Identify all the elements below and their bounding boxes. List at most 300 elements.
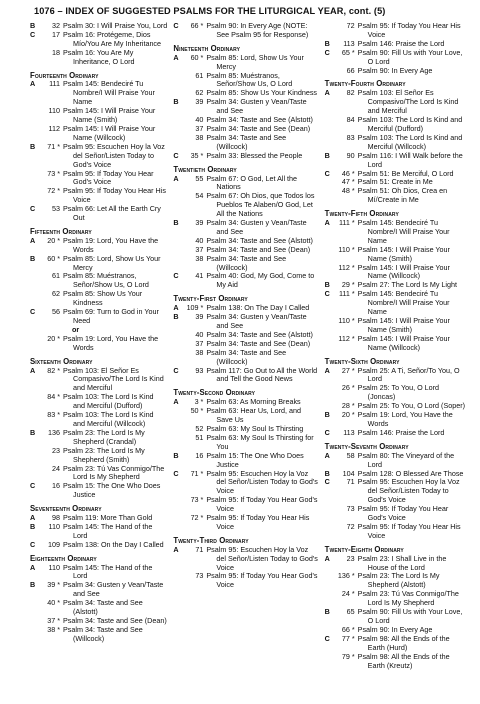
year-letter [30, 626, 38, 644]
psalm-entry [325, 89, 466, 116]
psalm-title: Psalm 27: The Lord Is My Light [357, 280, 458, 290]
hymn-number: 112 * [338, 262, 355, 272]
year-letter: C [324, 168, 330, 178]
year-letter: C [173, 21, 179, 30]
year-letter [173, 237, 181, 246]
psalm-entry [173, 313, 318, 331]
psalm-title: Psalm 145: I Will Praise Your Name (Smith) [357, 244, 450, 263]
hymn-number: 61 [195, 70, 204, 80]
psalm-entry [325, 264, 466, 282]
hymn-number: 26 * [341, 383, 355, 393]
year-letter [325, 653, 333, 671]
hymn-number: 83 * [47, 410, 60, 420]
hymn-number: 54 [195, 191, 204, 201]
hymn-number: 32 [52, 21, 60, 30]
hymn-number: 39 [195, 218, 204, 228]
year-letter: C [30, 481, 36, 491]
psalm-entry [173, 219, 318, 237]
hymn-number: 84 [346, 115, 355, 125]
year-letter [30, 617, 38, 626]
hymn-number: 37 [195, 123, 204, 133]
hymn-number: 37 [195, 244, 204, 254]
year-letter [173, 496, 181, 514]
year-letter: A [173, 303, 179, 313]
psalm-entry [30, 290, 167, 308]
psalm-entry [325, 523, 466, 541]
hymn-number: 65 [346, 607, 355, 617]
psalm-title: Psalm 95: Escuchen Hoy la Voz del Señor/Listen Today to God's Voice [206, 544, 318, 572]
psalm-entry [30, 255, 167, 273]
psalm-title: Psalm 34: Taste and See (Dean) [63, 616, 167, 625]
hymn-number: 82 * [47, 365, 60, 375]
psalm-title: Psalm 23: I Shall Live in the House of the Lord [357, 553, 447, 572]
psalm-title: Psalm 63: My Soul Is Thirsting for You [206, 432, 314, 451]
year-letter [325, 246, 333, 264]
year-letter [325, 335, 333, 353]
psalm-title: Psalm 23: The Lord Is My Shepherd (Alstott) [357, 571, 440, 590]
psalm-entry [30, 626, 167, 644]
psalm-title: Psalm 95: If Today You Hear God's Voice [357, 504, 449, 523]
year-letter [30, 393, 38, 411]
hymn-number: 51 [195, 432, 204, 442]
year-letter [173, 349, 181, 367]
hymn-number: 111 * [338, 289, 355, 299]
section-heading: Twenty-Second Ordinary [173, 388, 256, 398]
psalm-entry [325, 49, 466, 67]
psalm-title: Psalm 85: Lord, Show Us Your Mercy [63, 253, 161, 272]
hymn-number: 112 * [338, 333, 355, 343]
year-letter: C [324, 477, 330, 487]
psalm-title: Psalm 34: Gusten y Vean/Taste and See [63, 580, 164, 599]
hymn-number: 71 [195, 544, 204, 554]
psalm-title: Psalm 34: Taste and See (Dean) [206, 244, 311, 254]
psalm-entry [30, 272, 167, 290]
psalm-entry [30, 581, 167, 599]
year-letter [173, 331, 181, 340]
year-letter [325, 116, 333, 134]
section-heading: Twenty-Third Ordinary [173, 535, 249, 545]
psalm-title: Psalm 40: God, My God, Come to My Aid [206, 271, 315, 290]
hymn-number: 38 [195, 132, 204, 142]
psalm-entry [30, 170, 167, 188]
hymn-number: 58 [346, 450, 355, 460]
hymn-number: 55 [195, 173, 204, 183]
section-heading: Nineteenth Ordinary [173, 43, 241, 53]
section-heading: Fifteenth Ordinary [30, 226, 92, 236]
psalm-title: Psalm 95: If Today You Hear His Voice [206, 513, 310, 531]
psalm-title: Psalm 95: If Today You Hear God's Voice [206, 495, 318, 514]
hymn-number: 23 [346, 553, 355, 563]
hymn-number: 65 * [341, 47, 355, 57]
psalm-entry [30, 429, 167, 447]
psalm-title: Psalm 103: The Lord Is Kind and Merciful (Willcock) [357, 132, 463, 151]
year-letter: A [173, 397, 179, 407]
year-letter: A [30, 562, 36, 572]
psalm-title: Psalm 15: The One Who Does Justice [206, 450, 304, 469]
hymn-number: 73 [195, 571, 204, 581]
year-letter [30, 290, 38, 308]
year-letter [30, 125, 38, 143]
year-letter: A [324, 553, 330, 563]
year-letter [325, 187, 333, 205]
psalm-title: Psalm 103: El Señor Es Compasivo/The Lord Is Kind and Merciful [63, 365, 164, 393]
psalm-title: Psalm 30: I Will Praise You, Lord [63, 21, 168, 30]
hymn-number: 38 * [47, 624, 60, 634]
hymn-number: 27 * [341, 365, 355, 375]
hymn-number: 38 [195, 253, 204, 263]
psalm-entry [173, 452, 318, 470]
psalm-entry [30, 205, 167, 223]
psalm-title: Psalm 98: All the Ends of the Earth (Kreutz) [357, 651, 450, 670]
year-letter [173, 192, 181, 219]
or-separator: or [72, 324, 80, 334]
psalm-title: Psalm 19: Lord, You Have the Words [63, 333, 159, 352]
psalm-title: Psalm 19: Lord, You Have the Words [357, 410, 453, 428]
year-letter [30, 447, 38, 465]
year-letter: B [173, 312, 179, 322]
psalm-title: Psalm 23: The Lord Is My Shepherd (Crandal) [63, 427, 145, 446]
year-letter [173, 434, 181, 452]
psalm-title: Psalm 95: If Today You Hear His Voice [357, 521, 461, 540]
psalm-title: Psalm 34: Gusten y Vean/Taste and See [206, 97, 307, 116]
index-columns [30, 22, 466, 670]
column-1 [30, 22, 167, 670]
psalm-entry [173, 546, 318, 573]
psalm-entry [30, 482, 167, 500]
psalm-title: Psalm 95: If Today You Hear God's Voice [63, 168, 154, 187]
psalm-title: Psalm 145: I Will Praise Your Name (Willcock) [63, 123, 156, 142]
section-heading: Twenty-Eighth Ordinary [324, 544, 404, 554]
hymn-number: 110 [48, 106, 60, 116]
psalm-entry [30, 49, 167, 67]
hymn-number: 35 * [190, 150, 204, 160]
hymn-number: 98 [52, 513, 60, 523]
psalm-title: Psalm 23: Tú Vas Conmigo/The Lord Is My Shepherd [357, 589, 459, 608]
psalm-entry [173, 349, 318, 367]
psalm-title: Psalm 85: Show Us Your Kindness [206, 88, 318, 98]
hymn-number: 24 [52, 463, 60, 473]
psalm-title: Psalm 23: The Lord Is My Shepherd (Smith) [63, 445, 145, 464]
hymn-number: 39 [195, 312, 204, 322]
page-header: 1076 – INDEX OF SUGGESTED PSALMS FOR THE LITURGICAL YEAR, cont. (5) [34, 6, 386, 16]
year-letter: B [30, 141, 36, 151]
year-letter [173, 407, 181, 425]
section-heading: Twenty-Fifth Ordinary [324, 209, 399, 219]
year-letter: B [173, 450, 179, 460]
psalm-entry [325, 317, 466, 335]
year-letter [325, 384, 333, 402]
hymn-number: 40 * [47, 598, 60, 608]
psalm-title: Psalm 34: Taste and See (Dean) [206, 123, 311, 133]
psalm-entry [325, 452, 466, 470]
psalm-title: Psalm 34: Gusten y Vean/Taste and See [206, 218, 307, 236]
hymn-number: 71 * [47, 141, 60, 151]
hymn-number: 37 [195, 338, 204, 348]
hymn-number: 40 [195, 235, 204, 245]
psalm-title: Psalm 34: Taste and See (Willcock) [206, 132, 287, 151]
psalm-title: Psalm 85: Muéstranos, Señor/Show Us, O Lord [206, 70, 293, 89]
psalm-title: Psalm 103: The Lord Is Kind and Merciful (Dufford) [63, 392, 154, 411]
psalm-entry [30, 335, 167, 353]
year-letter: C [324, 633, 330, 643]
psalm-entry [325, 367, 466, 385]
psalm-title: Psalm 34: Taste and See (Alstott) [206, 115, 313, 125]
year-letter [30, 335, 38, 353]
hymn-number: 20 * [47, 333, 60, 343]
psalm-entry [173, 514, 318, 532]
hymn-number: 73 * [190, 495, 204, 505]
year-letter: B [30, 253, 36, 263]
psalm-entry [173, 572, 318, 590]
hymn-number: 20 * [47, 235, 60, 245]
year-letter [30, 49, 38, 67]
hymn-number: 110 * [338, 244, 355, 254]
psalm-title: Psalm 51: Be Merciful, O Lord [357, 168, 454, 178]
section-heading: Twentieth Ordinary [173, 164, 237, 174]
year-letter: B [30, 580, 36, 590]
hymn-number: 50 * [190, 406, 204, 416]
year-letter: B [30, 21, 36, 30]
section-heading: Sixteenth Ordinary [30, 356, 93, 366]
year-letter: B [30, 427, 36, 437]
psalm-title: Psalm 16: You Are My Inheritance, O Lord [63, 47, 135, 66]
hymn-number: 40 [195, 115, 204, 125]
psalm-title: Psalm 63: Hear Us, Lord, and Save Us [206, 406, 302, 425]
year-letter: A [324, 365, 330, 375]
year-letter [30, 411, 38, 429]
year-letter: A [173, 173, 179, 183]
hymn-number: 18 [52, 47, 60, 57]
year-letter [173, 340, 181, 349]
year-letter: C [30, 539, 36, 549]
hymn-number: 72 * [190, 513, 204, 523]
year-letter [30, 187, 38, 205]
year-letter: C [30, 307, 36, 317]
psalm-entry [30, 393, 167, 411]
year-letter: A [324, 88, 330, 98]
year-letter [173, 572, 181, 590]
year-letter: C [173, 365, 179, 375]
year-letter: B [173, 218, 179, 228]
hymn-number: 77 * [341, 633, 355, 643]
hymn-number: 110 [48, 562, 60, 572]
year-letter: C [30, 29, 36, 39]
year-letter [173, 425, 181, 434]
year-letter: C [324, 427, 330, 437]
year-letter: B [324, 607, 330, 617]
hymn-number: 109 [48, 539, 60, 549]
hymn-number: 110 * [338, 316, 355, 325]
psalm-entry [325, 116, 466, 134]
hymn-number: 24 * [341, 589, 355, 599]
year-letter [325, 317, 333, 335]
psalm-title: Psalm 103: The Lord Is Kind and Merciful (Willcock) [63, 410, 154, 428]
hymn-number: 113 [343, 38, 355, 48]
psalm-title: Psalm 67: Oh Dios, que Todos los Pueblos Te Alaben/O God, Let All the Nations [206, 191, 315, 219]
psalm-title: Psalm 103: El Señor Es Compasivo/The Lord Is Kind and Merciful [357, 88, 459, 116]
section-heading: Seventeenth Ordinary [30, 504, 102, 514]
year-letter [325, 178, 333, 187]
hymn-number: 73 [346, 504, 355, 514]
psalm-title: Psalm 138: On The Day I Called [206, 303, 310, 313]
hymn-number: 38 [195, 347, 204, 357]
psalm-entry [325, 187, 466, 205]
year-letter [325, 590, 333, 608]
psalm-title: Psalm 16: Protégeme, Dios Mío/You Are My Inheritance [63, 29, 162, 48]
psalm-entry [173, 152, 318, 161]
psalm-entry [30, 187, 167, 205]
psalm-title: Psalm 90: Fill Us with Your Love, O Lord [357, 47, 463, 66]
hymn-number: 39 [195, 97, 204, 107]
year-letter: A [173, 544, 179, 554]
psalm-entry [173, 134, 318, 152]
psalm-entry [30, 237, 167, 255]
hymn-number: 48 * [341, 186, 355, 196]
hymn-number: 111 * [338, 218, 355, 228]
psalm-title: Psalm 90: Fill Us with Your Love, O Lord [357, 607, 463, 625]
psalm-entry [30, 599, 167, 617]
psalm-entry [173, 367, 318, 385]
year-letter [173, 246, 181, 255]
psalm-title: Psalm 15: The One Who Does Justice [63, 481, 161, 500]
psalm-title: Psalm 34: Taste and See (Willcock) [206, 253, 287, 272]
psalm-title: Psalm 95: Escuchen Hoy la Voz del Señor/Listen Today to God's Voice [357, 477, 460, 505]
hymn-number: 61 [52, 271, 60, 281]
year-letter [30, 272, 38, 290]
hymn-number: 53 [52, 204, 60, 214]
year-letter: A [324, 218, 330, 228]
psalm-title: Psalm 119: More Than Gold [63, 513, 153, 523]
psalm-title: Psalm 90: In Every Age (NOTE: See Psalm 95 for Response) [206, 21, 309, 39]
year-letter: C [173, 150, 179, 160]
psalm-entry [325, 505, 466, 523]
psalm-title: Psalm 34: Taste and See (Willcock) [63, 624, 143, 643]
psalm-entry [30, 125, 167, 143]
psalm-title: Psalm 19: Lord, You Have the Words [63, 235, 159, 254]
hymn-number: 110 [48, 521, 60, 531]
psalm-entry [325, 152, 466, 170]
year-letter [325, 134, 333, 152]
hymn-number: 136 [48, 427, 60, 437]
hymn-number: 111 [49, 79, 60, 89]
year-letter [173, 116, 181, 125]
hymn-number: 20 * [341, 410, 355, 420]
psalm-entry [30, 447, 167, 465]
psalm-entry [173, 192, 318, 219]
psalm-title: Psalm 85: Muéstranos, Señor/Show Us, O Lord [63, 271, 149, 290]
psalm-entry [325, 608, 466, 626]
psalm-title: Psalm 67: O God, Let All the Nations [206, 173, 298, 192]
hymn-number: 71 * [190, 468, 204, 478]
psalm-title: Psalm 33: Blessed the People [206, 150, 303, 160]
psalm-title: Psalm 51: Create in Me [357, 177, 433, 187]
year-letter: B [324, 150, 330, 160]
psalm-entry [30, 465, 167, 483]
psalm-title: Psalm 95: If Today You Hear God's Voice [206, 571, 318, 590]
year-letter [173, 134, 181, 152]
psalm-title: Psalm 66: Let All the Earth Cry Out [63, 204, 161, 223]
psalm-title: Psalm 34: Taste and See (Willcock) [206, 347, 287, 366]
psalm-entry [30, 143, 167, 170]
psalm-entry [325, 429, 466, 438]
psalm-entry [325, 555, 466, 573]
psalm-entry [325, 478, 466, 505]
hymn-number: 16 [195, 450, 204, 460]
year-letter [325, 67, 333, 76]
psalm-title: Psalm 34: Gusten y Vean/Taste and See [206, 312, 307, 330]
psalm-title: Psalm 98: All the Ends of the Earth (Hurd) [357, 633, 450, 652]
psalm-title: Psalm 63: As Morning Breaks [206, 397, 301, 407]
psalm-title: Psalm 145: The Hand of the Lord [63, 562, 153, 581]
column-2 [173, 22, 318, 670]
year-letter: A [30, 79, 36, 89]
psalm-title: Psalm 145: Bendeciré Tu Nombre/I Will Praise Your Name [63, 79, 155, 107]
hymn-number: 46 * [341, 168, 355, 178]
hymn-number: 17 [52, 29, 60, 39]
psalm-entry [325, 67, 466, 76]
psalm-entry [325, 384, 466, 402]
psalm-title: Psalm 116: I Will Walk before the Lord [357, 150, 463, 169]
psalm-title: Psalm 34: Taste and See (Alstott) [206, 329, 313, 339]
year-letter: C [173, 468, 179, 478]
psalm-entry [30, 541, 167, 550]
year-letter: B [324, 38, 330, 48]
hymn-number: 79 * [341, 651, 355, 661]
hymn-number: 39 * [47, 580, 60, 590]
year-letter: C [324, 47, 330, 57]
hymn-number: 29 * [341, 280, 355, 290]
psalm-entry [325, 635, 466, 653]
hymn-number: 72 * [47, 186, 60, 196]
psalm-title: Psalm 145: I Will Praise Your Name (Willcock) [357, 333, 450, 352]
hymn-number: 104 [342, 468, 355, 478]
psalm-title: Psalm 146: Praise the Lord [357, 38, 445, 48]
psalm-entry [325, 335, 466, 353]
psalm-entry [173, 470, 318, 497]
year-letter [30, 465, 38, 483]
psalm-entry [30, 107, 167, 125]
hymn-number: 83 [346, 132, 355, 142]
psalm-title: Psalm 34: Taste and See (Alstott) [63, 598, 143, 617]
year-letter [173, 125, 181, 134]
psalm-entry [173, 272, 318, 290]
hymn-number: 66 * [190, 21, 204, 30]
psalm-entry [173, 54, 318, 72]
psalm-title: Psalm 25: To You, O Lord (Soper) [357, 401, 466, 411]
hymn-number: 93 [195, 365, 204, 375]
section-heading: Twenty-Fourth Ordinary [324, 79, 406, 89]
section-heading: Twenty-First Ordinary [173, 294, 248, 304]
column-3 [325, 22, 466, 670]
year-letter: B [324, 280, 330, 290]
section-heading: Twenty-Sixth Ordinary [324, 356, 400, 366]
year-letter [325, 523, 333, 541]
section-heading: Twenty-Seventh Ordinary [324, 441, 409, 451]
hymn-number: 136 * [337, 571, 355, 581]
psalm-title: Psalm 90: In Every Age [357, 624, 433, 634]
year-letter [325, 264, 333, 282]
psalm-title: Psalm 34: Taste and See (Dean) [206, 338, 311, 348]
hymn-number: 84 * [47, 392, 60, 402]
year-letter: B [324, 468, 330, 478]
psalm-title: Psalm 51: Oh Dios, Crea en Mí/Create in Me [357, 186, 448, 205]
psalm-entry [325, 572, 466, 590]
hymn-number: 16 [52, 481, 60, 491]
year-letter [173, 72, 181, 90]
psalm-title: Psalm 128: O Blessed Are Those [357, 468, 464, 478]
hymn-number: 3 * [194, 397, 204, 407]
hymn-number: 23 [52, 445, 60, 455]
